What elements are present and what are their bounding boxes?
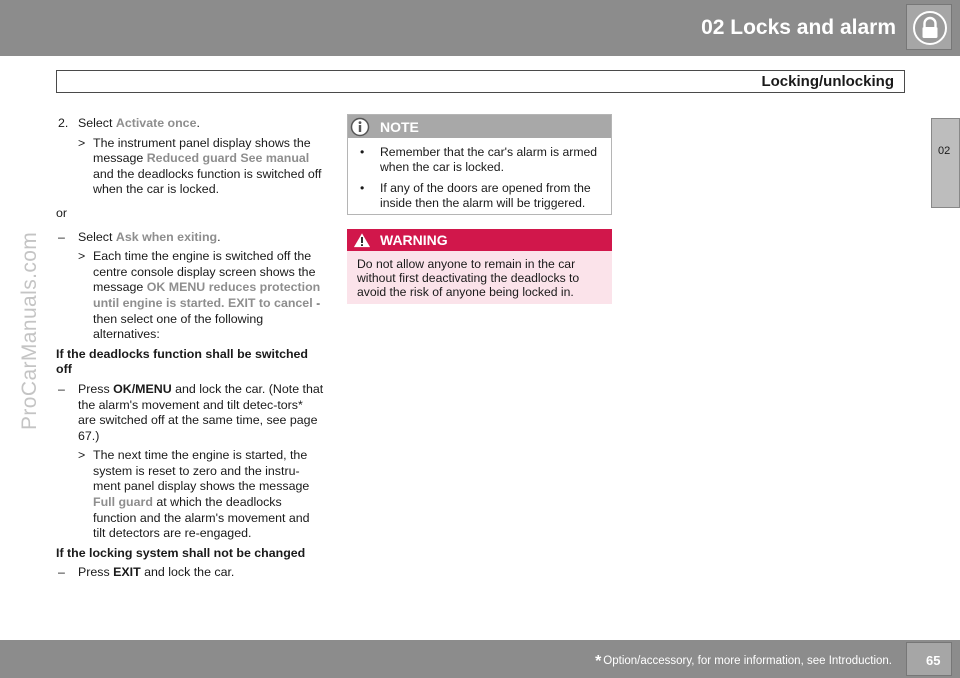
press-ok-suffix: and lock the car. (Note that the alarm's movement and tilt detec-tors* are switched off at the same time, see page 67.) bbox=[78, 381, 324, 443]
section-header bbox=[56, 70, 905, 93]
alt-result-prefix: Each time the engine is switched off the centre console display screen shows the message bbox=[93, 249, 316, 295]
alternative-step bbox=[56, 230, 324, 246]
footer-bar bbox=[0, 640, 960, 678]
exit-button-name: EXIT bbox=[113, 565, 141, 580]
press-ok-prefix: Press bbox=[78, 381, 110, 396]
footnote-star: * bbox=[595, 653, 602, 670]
note-title: NOTE bbox=[380, 119, 419, 135]
ok-menu-button-name: OK/MENU bbox=[113, 381, 172, 396]
step-text-prefix: Select bbox=[78, 116, 113, 130]
bullet-symbol: • bbox=[360, 145, 365, 159]
display-message-ok-menu: OK MENU reduces protection until engine is started. EXIT to cancel bbox=[93, 280, 321, 310]
alt-result-suffix: - then select one of the following alternatives: bbox=[93, 295, 321, 342]
info-icon bbox=[350, 117, 370, 137]
page-number-box bbox=[906, 642, 952, 676]
header-bar bbox=[0, 0, 960, 56]
note-bullet-text: If any of the doors are opened from the inside then the alarm will be triggered. bbox=[380, 181, 591, 210]
menu-option-activate-once: Activate once bbox=[115, 116, 197, 130]
page-number: 65 bbox=[926, 653, 941, 668]
bullet-symbol: • bbox=[360, 181, 365, 195]
warning-box bbox=[347, 229, 612, 304]
chapter-tab-label: 02 bbox=[938, 145, 951, 157]
step-number: 2. bbox=[58, 116, 69, 130]
press-ok-result-suffix: at which the deadlocks function and the alarm's movement and tilt detectors are re-engaged. bbox=[93, 495, 310, 541]
display-message-reduced-guard: Reduced guard See manual bbox=[146, 151, 310, 166]
heading-locking-unchanged: If the locking system shall not be changed bbox=[56, 545, 306, 560]
warning-text: Do not allow anyone to remain in the car without first deactivating the deadlocks to avoid the risk of anyone being locked in. bbox=[357, 257, 580, 299]
menu-option-ask-when-exiting: Ask when exiting bbox=[115, 229, 218, 244]
press-ok-menu-step bbox=[56, 382, 324, 444]
press-exit-prefix: Press bbox=[78, 565, 110, 580]
press-exit-step bbox=[56, 565, 324, 581]
warning-header bbox=[347, 229, 612, 251]
footnote-text: Option/accessory, for more information, see Introduction. bbox=[603, 655, 892, 667]
note-box bbox=[347, 114, 612, 215]
result-marker: > bbox=[78, 249, 86, 264]
result-text-suffix: and the deadlocks function is switched off when the car is locked. bbox=[93, 166, 322, 197]
step-2-result bbox=[56, 136, 324, 198]
warning-triangle-icon bbox=[352, 231, 372, 249]
dash-marker: – bbox=[58, 229, 65, 244]
press-exit-suffix: and lock the car. bbox=[144, 565, 235, 580]
result-marker: > bbox=[78, 135, 86, 150]
step-text-suffix: . bbox=[196, 116, 200, 130]
alt-text-suffix: . bbox=[217, 229, 221, 244]
chapter-title: 02 Locks and alarm bbox=[701, 16, 896, 39]
note-bullet-text: Remember that the car's alarm is armed when the car is locked. bbox=[380, 145, 598, 174]
section-title: Locking/unlocking bbox=[761, 73, 894, 90]
watermark: ProCarManuals.com bbox=[18, 231, 41, 430]
note-bullet bbox=[358, 145, 603, 175]
left-column bbox=[56, 116, 324, 581]
result-marker: > bbox=[78, 448, 86, 463]
note-header bbox=[348, 115, 611, 138]
press-ok-menu-result bbox=[56, 448, 324, 542]
dash-marker: – bbox=[58, 565, 65, 580]
result-text-prefix: The instrument panel display shows the message bbox=[93, 135, 311, 166]
heading-deadlocks-off: If the deadlocks function shall be switched off bbox=[56, 346, 308, 377]
padlock-icon bbox=[906, 4, 952, 50]
chapter-side-tab[interactable] bbox=[931, 118, 960, 208]
warning-title: WARNING bbox=[380, 232, 448, 248]
footer-note bbox=[595, 653, 892, 671]
display-message-full-guard: Full guard bbox=[93, 495, 153, 510]
or-separator: or bbox=[56, 205, 68, 220]
alt-text-prefix: Select bbox=[78, 229, 113, 244]
note-body bbox=[348, 138, 611, 211]
dash-marker: – bbox=[58, 381, 65, 396]
alternative-result bbox=[56, 249, 324, 343]
step-2 bbox=[56, 116, 324, 132]
note-bullet bbox=[358, 181, 603, 211]
press-ok-result-prefix: The next time the engine is started, the system is reset to zero and the instru-ment panel display shows the message bbox=[93, 448, 310, 494]
